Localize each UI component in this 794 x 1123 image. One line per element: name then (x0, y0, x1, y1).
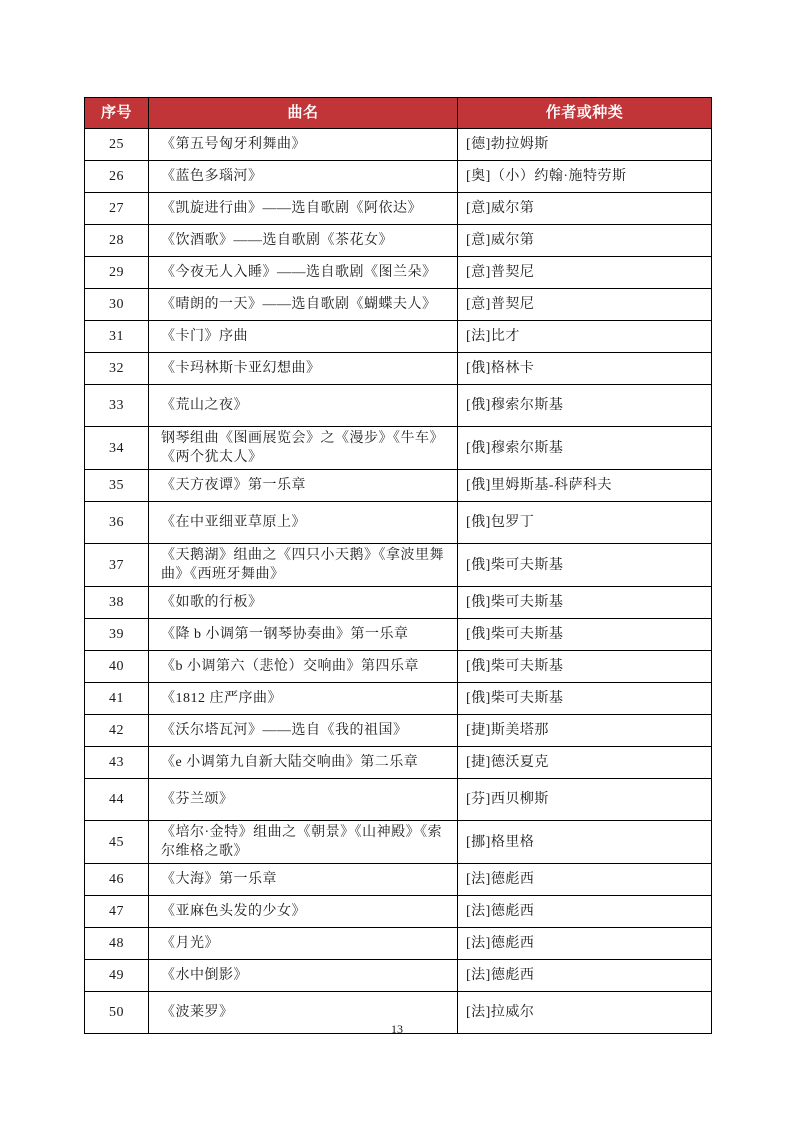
header-cell-title: 曲名 (149, 98, 458, 129)
table-row (85, 544, 712, 587)
table-row (85, 747, 712, 779)
row-author: [俄]柴可夫斯基 (458, 544, 712, 587)
page-number: 13 (391, 1022, 403, 1036)
row-number: 42 (85, 715, 149, 747)
table-row (85, 129, 712, 161)
table-row (85, 715, 712, 747)
row-author: [俄]里姆斯基-科萨科夫 (458, 470, 712, 502)
row-number: 35 (85, 470, 149, 502)
table-row (85, 502, 712, 544)
row-author: [俄]柴可夫斯基 (458, 619, 712, 651)
row-author: [俄]穆索尔斯基 (458, 427, 712, 470)
row-number: 40 (85, 651, 149, 683)
row-author: [意]普契尼 (458, 289, 712, 321)
row-title: 《亚麻色头发的少女》 (149, 896, 458, 928)
row-author: [意]威尔第 (458, 225, 712, 257)
row-title: 《饮酒歌》——选自歌剧《茶花女》 (149, 225, 458, 257)
row-author: [俄]柴可夫斯基 (458, 683, 712, 715)
row-title: 《凯旋进行曲》——选自歌剧《阿依达》 (149, 193, 458, 225)
row-number: 29 (85, 257, 149, 289)
row-number: 50 (85, 992, 149, 1034)
table-row (85, 821, 712, 864)
table-row (85, 289, 712, 321)
table-header (85, 98, 712, 129)
row-author: [挪]格里格 (458, 821, 712, 864)
row-title: 《b 小调第六（悲怆）交响曲》第四乐章 (149, 651, 458, 683)
row-number: 43 (85, 747, 149, 779)
row-author: [捷]斯美塔那 (458, 715, 712, 747)
row-title: 《e 小调第九自新大陆交响曲》第二乐章 (149, 747, 458, 779)
table-row (85, 960, 712, 992)
row-number: 44 (85, 779, 149, 821)
table-row (85, 225, 712, 257)
table-row (85, 896, 712, 928)
row-number: 26 (85, 161, 149, 193)
row-number: 38 (85, 587, 149, 619)
row-number: 41 (85, 683, 149, 715)
row-author: [捷]德沃夏克 (458, 747, 712, 779)
row-title: 《降 b 小调第一钢琴协奏曲》第一乐章 (149, 619, 458, 651)
row-title: 《水中倒影》 (149, 960, 458, 992)
row-number: 47 (85, 896, 149, 928)
row-number: 46 (85, 864, 149, 896)
row-author: [意]普契尼 (458, 257, 712, 289)
row-author: [俄]柴可夫斯基 (458, 651, 712, 683)
table-row (85, 928, 712, 960)
row-title: 《卡门》序曲 (149, 321, 458, 353)
table-row (85, 427, 712, 470)
row-number: 37 (85, 544, 149, 587)
row-title: 《沃尔塔瓦河》——选自《我的祖国》 (149, 715, 458, 747)
row-title: 《天鹅湖》组曲之《四只小天鹅》《拿波里舞曲》《西班牙舞曲》 (149, 544, 458, 587)
row-author: [法]德彪西 (458, 864, 712, 896)
row-number: 30 (85, 289, 149, 321)
row-author: [法]德彪西 (458, 960, 712, 992)
row-number: 49 (85, 960, 149, 992)
table-row (85, 651, 712, 683)
row-author: [德]勃拉姆斯 (458, 129, 712, 161)
row-number: 27 (85, 193, 149, 225)
row-title: 《大海》第一乐章 (149, 864, 458, 896)
row-title: 《晴朗的一天》——选自歌剧《蝴蝶夫人》 (149, 289, 458, 321)
row-title: 《天方夜谭》第一乐章 (149, 470, 458, 502)
row-number: 33 (85, 385, 149, 427)
row-number: 28 (85, 225, 149, 257)
table-row (85, 161, 712, 193)
row-title: 《卡玛林斯卡亚幻想曲》 (149, 353, 458, 385)
table-row (85, 619, 712, 651)
row-author: [俄]柴可夫斯基 (458, 587, 712, 619)
table-row (85, 193, 712, 225)
row-author: [法]德彪西 (458, 928, 712, 960)
row-number: 45 (85, 821, 149, 864)
table-row (85, 683, 712, 715)
row-title: 《在中亚细亚草原上》 (149, 502, 458, 544)
row-title: 《波莱罗》 (149, 992, 458, 1034)
row-title: 《月光》 (149, 928, 458, 960)
row-author: [法]德彪西 (458, 896, 712, 928)
row-title: 《今夜无人入睡》——选自歌剧《图兰朵》 (149, 257, 458, 289)
row-title: 《1812 庄严序曲》 (149, 683, 458, 715)
header-cell-author: 作者或种类 (458, 98, 712, 129)
row-author: [俄]格林卡 (458, 353, 712, 385)
row-number: 25 (85, 129, 149, 161)
table-row (85, 353, 712, 385)
row-title: 《如歌的行板》 (149, 587, 458, 619)
row-number: 32 (85, 353, 149, 385)
table-header-row (85, 98, 712, 129)
row-number: 48 (85, 928, 149, 960)
table-row (85, 470, 712, 502)
row-title: 钢琴组曲《图画展览会》之《漫步》《牛车》《两个犹太人》 (149, 427, 458, 470)
row-title: 《培尔·金特》组曲之《朝景》《山神殿》《索尔维格之歌》 (149, 821, 458, 864)
table-row (85, 587, 712, 619)
table-body (85, 129, 712, 1034)
row-title: 《芬兰颂》 (149, 779, 458, 821)
row-title: 《第五号匈牙利舞曲》 (149, 129, 458, 161)
row-author: [法]拉威尔 (458, 992, 712, 1034)
row-author: [奥]（小）约翰·施特劳斯 (458, 161, 712, 193)
header-cell-number: 序号 (85, 98, 149, 129)
row-number: 34 (85, 427, 149, 470)
row-author: [芬]西贝柳斯 (458, 779, 712, 821)
table-row (85, 385, 712, 427)
music-pieces-table (84, 97, 712, 1034)
row-number: 36 (85, 502, 149, 544)
row-author: [俄]包罗丁 (458, 502, 712, 544)
row-title: 《荒山之夜》 (149, 385, 458, 427)
row-number: 31 (85, 321, 149, 353)
table-row (85, 779, 712, 821)
row-number: 39 (85, 619, 149, 651)
row-title: 《蓝色多瑙河》 (149, 161, 458, 193)
table-row (85, 864, 712, 896)
table-row (85, 321, 712, 353)
row-author: [法]比才 (458, 321, 712, 353)
table-row (85, 257, 712, 289)
row-author: [俄]穆索尔斯基 (458, 385, 712, 427)
row-author: [意]威尔第 (458, 193, 712, 225)
